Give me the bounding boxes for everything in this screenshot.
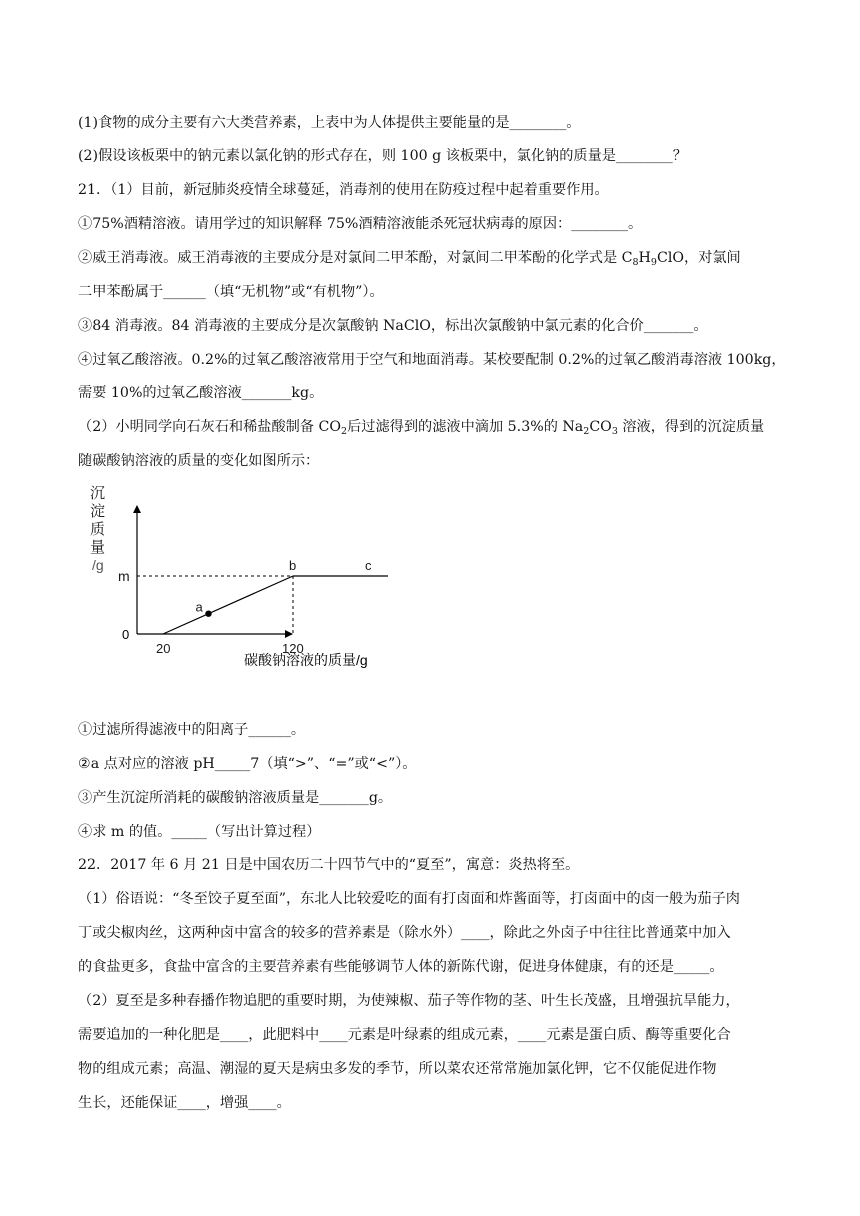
q21-item3: ③84 消毒液。84 消毒液的主要成分是次氯酸钠 NaClO，标出次氯酸钠中氯元素的化合价_______。: [78, 318, 708, 334]
q22-part1-line1: （1）俗语说：“冬至饺子夏至面”，东北人比较爱吃的面有打卤面和炸酱面等，打卤面中的卤一般为茄子肉: [78, 891, 740, 907]
q21-item2-line1: ②威王消毒液。威王消毒液的主要成分是对氯间二甲苯酚，对氯间二甲苯酚的化学式是 $C_8H_9ClO$，对氯间: [78, 250, 741, 268]
q22-part2-line4: 生长，还能保证____，增强____。: [78, 1095, 291, 1111]
y-axis-label-char: 量: [90, 539, 106, 556]
q22-part2-line3: 物的组成元素；高温、潮湿的夏天是病虫多发的季节，所以菜农还常常施加氯化钾，它不仅能促进作物: [78, 1061, 717, 1077]
rising-segment: [163, 576, 293, 634]
y-axis-label-char: 淀: [90, 503, 106, 520]
q22-part1-line2: 丁或尖椒肉丝，这两种卤中富含的较多的营养素是（除水外）____，除此之外卤子中往往比普通菜中加入: [78, 925, 731, 941]
point-labels: [196, 558, 373, 615]
q21-intro: 21．（1）目前，新冠肺炎疫情全球蔓延，消毒剂的使用在防疫过程中起着重要作用。: [78, 182, 609, 198]
y-tick-label: m: [118, 568, 130, 584]
point-label-b: b: [289, 558, 297, 573]
q22-part2-line1: （2）夏至是多种春播作物追肥的重要时期，为使辣椒、茄子等作物的茎、叶生长茂盛，且增强抗旱能力，: [78, 993, 740, 1009]
q21-item2-line2: 二甲苯酚属于______（填“无机物”或“有机物”）。: [78, 284, 384, 300]
q21-item1: ①75%酒精溶液。请用学过的知识解释 75%酒精溶液能杀死冠状病毒的原因：________。: [78, 216, 643, 232]
q21-item4-line2: 需要 10%的过氧乙酸溶液_______kg。: [78, 385, 324, 401]
q20-part2: (2)假设该板栗中的钠元素以氯化钠的形式存在，则 100 g 该板栗中，氯化钠的质量是________？: [78, 148, 687, 164]
q21-part2-line2: 随碳酸钠溶液的质量的变化如图所示：: [78, 453, 320, 469]
q21-after1: ①过滤所得滤液中的阳离子______。: [78, 722, 306, 738]
q21-after3: ③产生沉淀所消耗的碳酸钠溶液质量是_______g。: [78, 790, 393, 806]
q21-item4-line1: ④过氧乙酸溶液。0.2%的过氧乙酸溶液常用于空气和地面消毒。某校要配制 0.2%的过氧乙酸消毒溶液 100kg，: [78, 352, 786, 368]
y-axis-label-char: 质: [90, 521, 106, 538]
y-axis-unit: /g: [92, 557, 104, 573]
q21-part2-line1: （2）小明同学向石灰石和稀盐酸制备 $CO_2$后过滤得到的滤液中滴加 5.3%的 $Na_2CO_3$ 溶液，得到的沉淀质量: [78, 419, 765, 437]
x-tick-label: 20: [156, 641, 171, 656]
point-label-c: c: [365, 558, 372, 573]
dashed-guides: [137, 576, 293, 634]
q22-intro: 22．2017 年 6 月 21 日是中国农历二十四节气中的“夏至”，寓意：炎热将至。: [78, 857, 580, 873]
origin-label: 0: [122, 627, 130, 642]
q22-part2-line2: 需要追加的一种化肥是____，此肥料中____元素是叶绿素的组成元素，____元素是蛋白质、酶等重要化合: [78, 1027, 731, 1043]
precipitate-mass-chart: [78, 478, 388, 674]
y-axis-label-char: 沉: [90, 485, 106, 502]
point-label-a: a: [195, 599, 203, 615]
q22-part1-line3: 的食盐更多，食盐中富含的主要营养素有些能够调节人体的新陈代谢，促进身体健康，有的还是_____。: [78, 959, 724, 975]
q21-after2: ②a 点对应的溶液 pH_____7（填“>”、“=”或“<”）。: [78, 756, 417, 772]
y-axis-label: [90, 485, 105, 573]
x-axis-label: 碳酸钠溶液的质量/g: [244, 652, 368, 668]
q20-part1: (1)食物的成分主要有六大类营养素，上表中为人体提供主要能量的是________。: [78, 115, 581, 131]
x-tick-label: 120: [282, 641, 304, 656]
q21-after4: ④求 m 的值。_____（写出计算过程）: [78, 824, 321, 840]
point-a-dot: [205, 611, 211, 617]
